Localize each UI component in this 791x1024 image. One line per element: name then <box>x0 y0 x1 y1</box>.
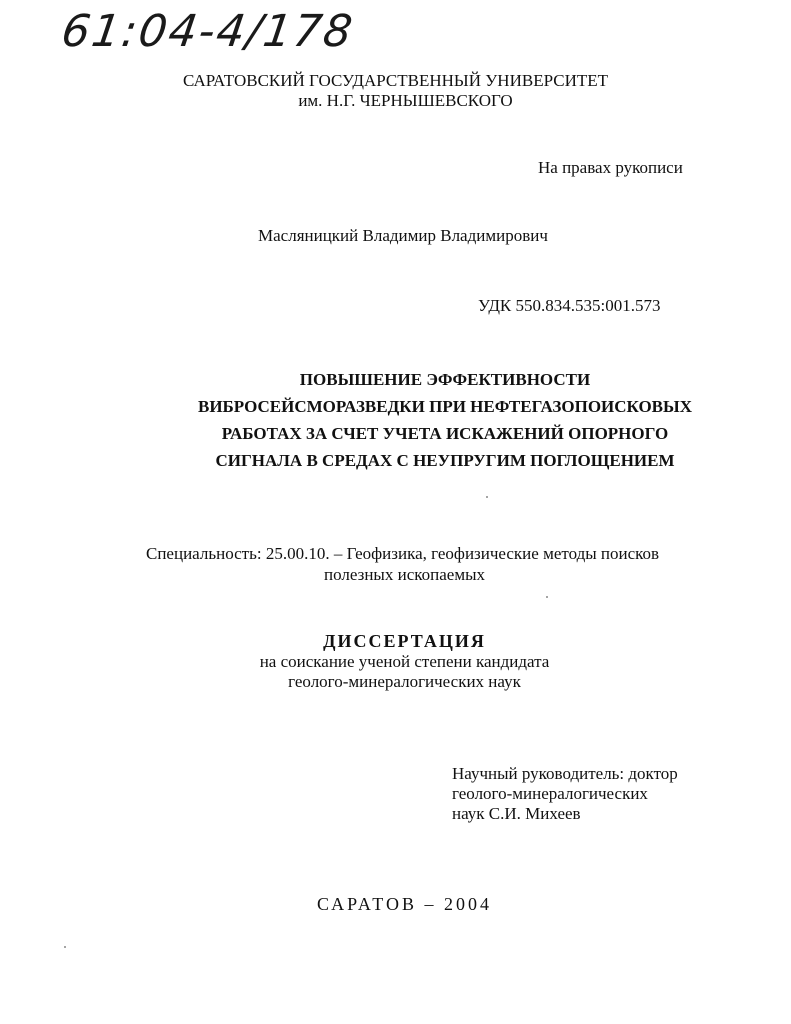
scan-speck <box>64 946 66 948</box>
title-line: РАБОТАХ ЗА СЧЕТ УЧЕТА ИСКАЖЕНИЙ ОПОРНОГО <box>221 424 669 443</box>
city-year: САРАТОВ – 2004 <box>317 894 492 914</box>
udk-code: УДК 550.834.535:001.573 <box>478 296 661 315</box>
title-line: ВИБРОСЕЙСМОРАЗВЕДКИ ПРИ НЕФТЕГАЗОПОИСКОВЫХ <box>197 397 692 416</box>
scan-speck <box>546 596 548 598</box>
dissertation-label: ДИССЕРТАЦИЯ <box>323 631 486 651</box>
dissertation-title <box>100 366 790 474</box>
advisor-line: Научный руководитель: доктор <box>452 764 678 783</box>
manuscript-rights-note: На правах рукописи <box>538 158 683 177</box>
degree-line: на соискание ученой степени кандидата <box>259 652 550 671</box>
scan-speck <box>486 496 488 498</box>
advisor-line: геолого-минералогических <box>452 784 648 803</box>
advisor-line: наук С.И. Михеев <box>452 804 581 823</box>
title-line: СИГНАЛА В СРЕДАХ С НЕУПРУГИМ ПОГЛОЩЕНИЕМ <box>215 451 675 470</box>
degree-field-line: геолого-минералогических наук <box>288 672 521 691</box>
specialty-line: Специальность: 25.00.10. – Геофизика, геофизические методы поисков <box>146 544 660 563</box>
specialty-line-2: полезных ископаемых <box>324 565 486 584</box>
author-name: Масляницкий Владимир Владимирович <box>258 226 548 245</box>
handwritten-archive-number: 61:04-4/178 <box>58 6 358 57</box>
title-line: ПОВЫШЕНИЕ ЭФФЕКТИВНОСТИ <box>299 370 591 389</box>
scientific-advisor <box>452 764 678 824</box>
university-name: САРАТОВСКИЙ ГОСУДАРСТВЕННЫЙ УНИВЕРСИТЕТ <box>182 71 609 90</box>
university-name-line2: им. Н.Г. ЧЕРНЫШЕВСКОГО <box>298 91 513 110</box>
